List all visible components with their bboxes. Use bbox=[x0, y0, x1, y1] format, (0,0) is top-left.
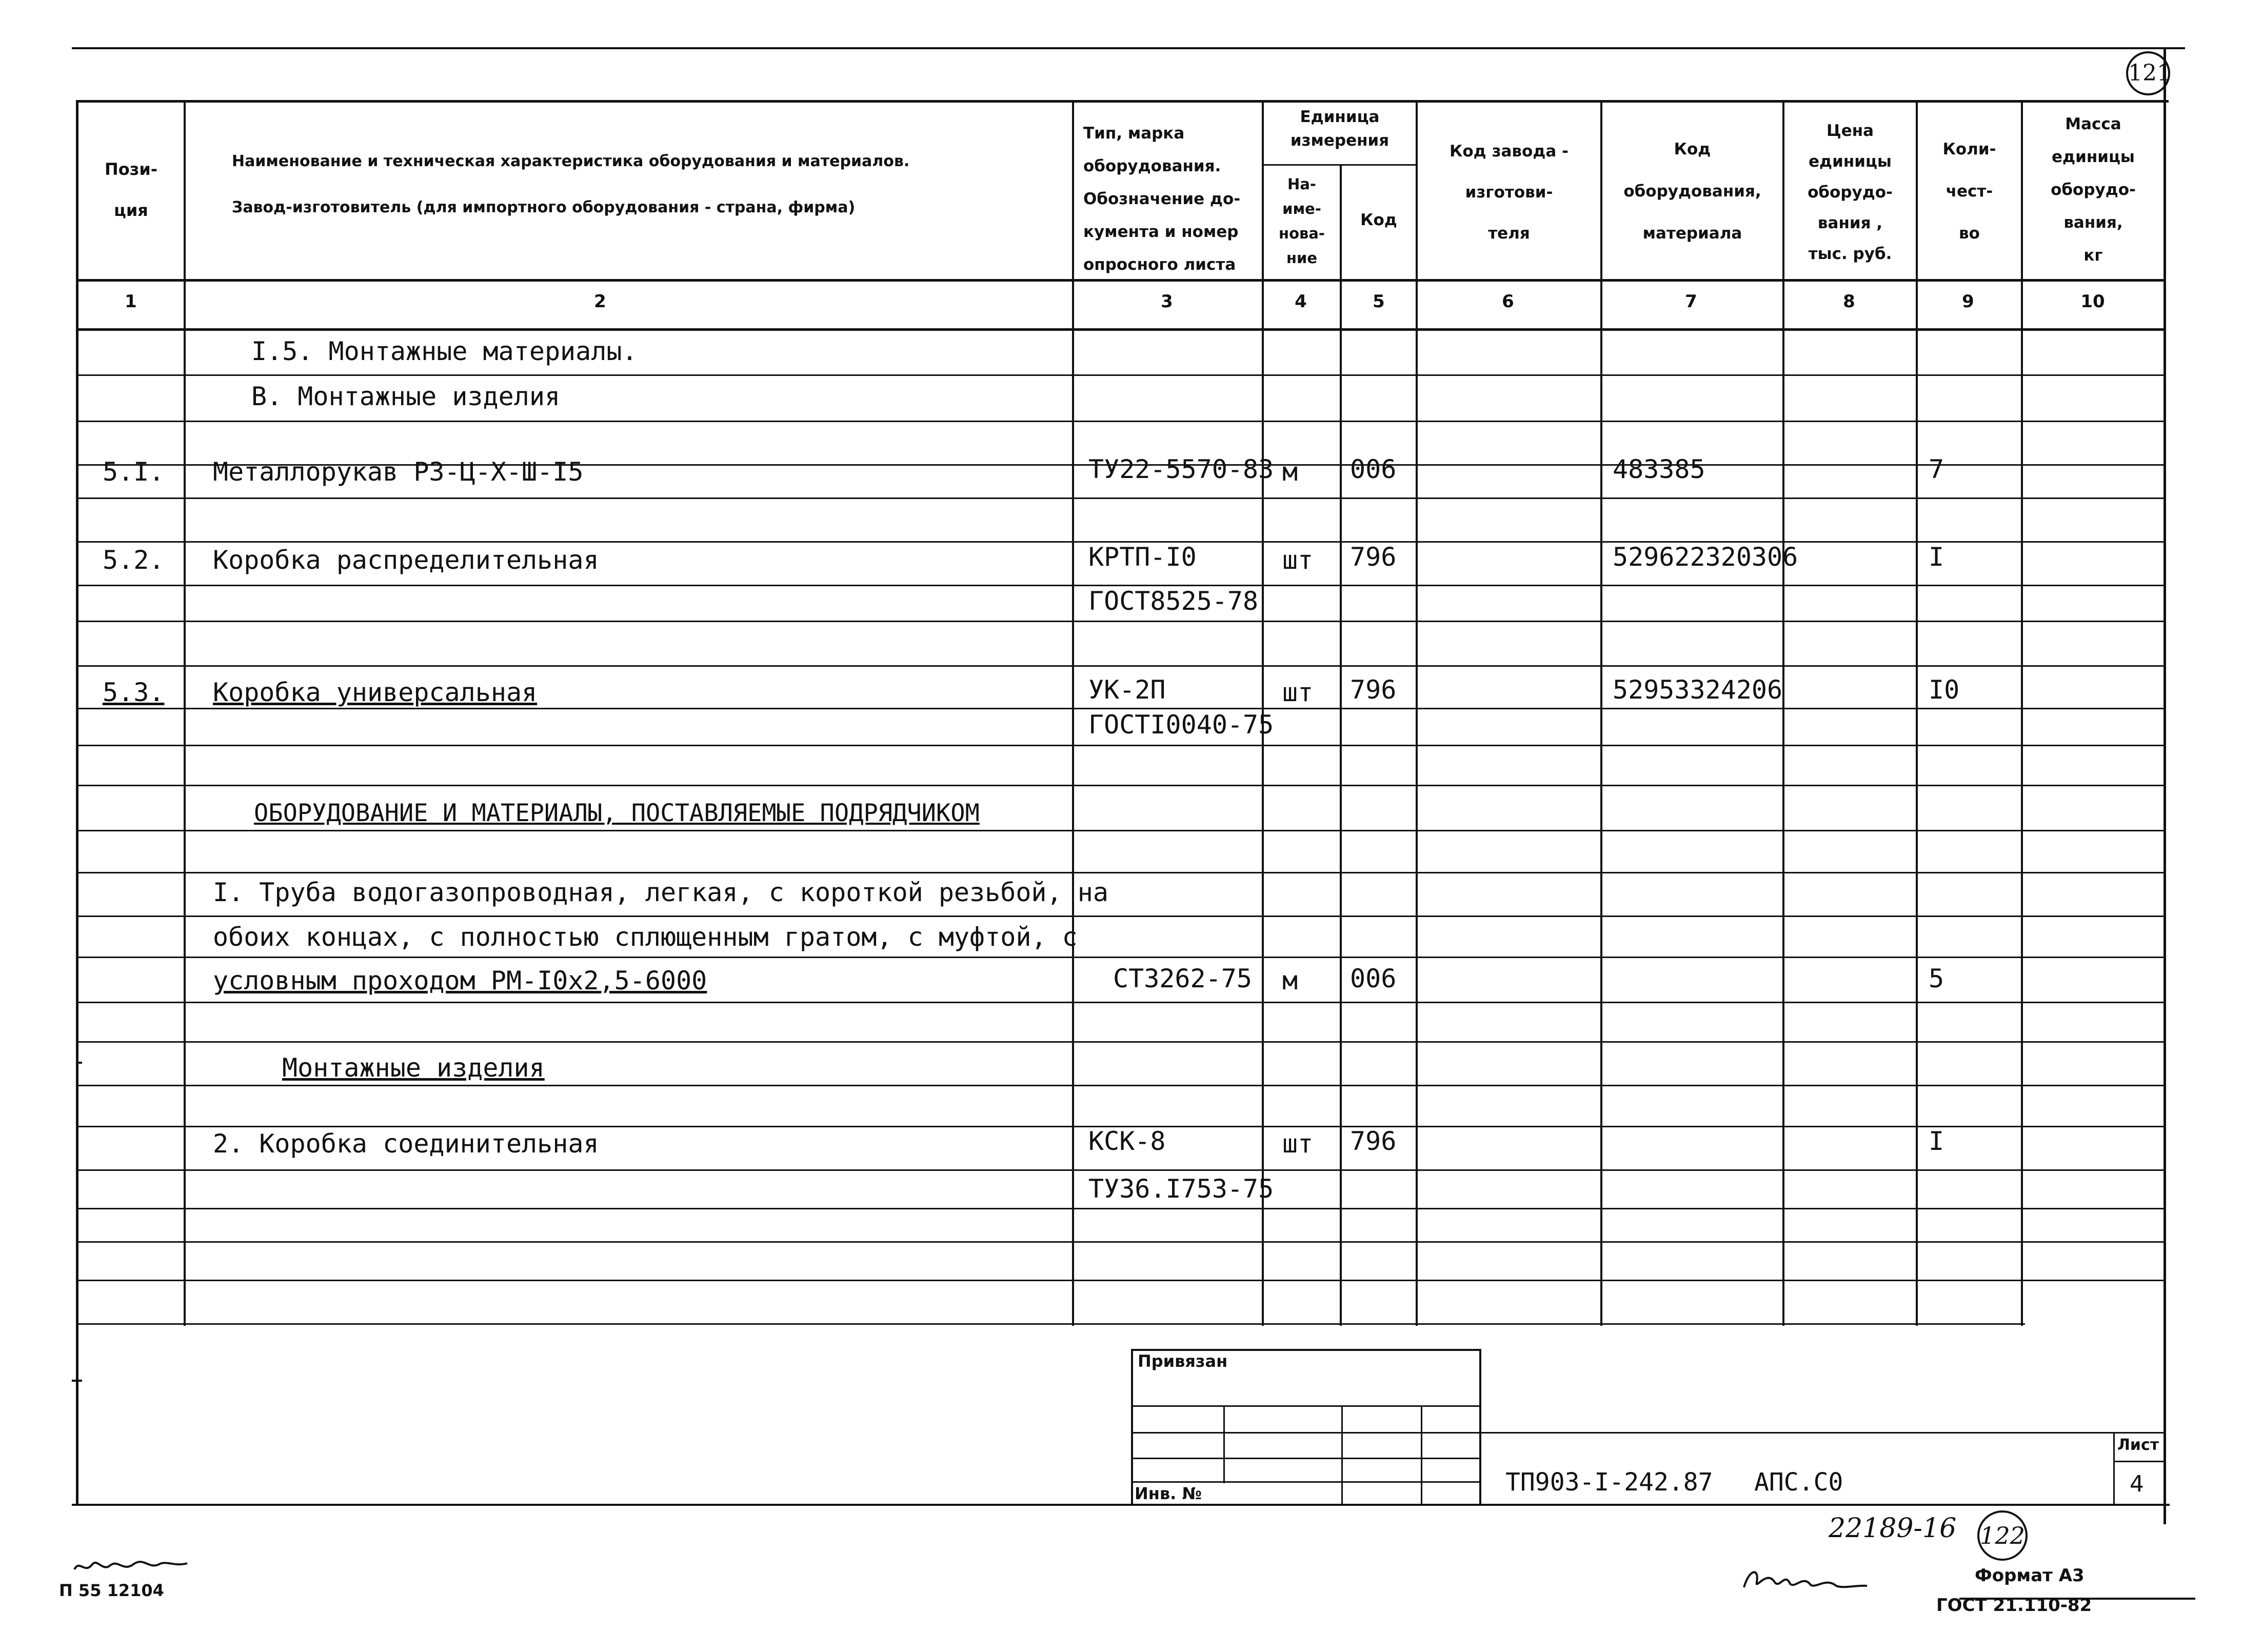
section-title: В. Монтажные изделия bbox=[251, 382, 561, 411]
margin-tick bbox=[72, 1380, 82, 1382]
header-col4-line: нова- bbox=[1279, 225, 1325, 242]
row-rule bbox=[76, 1169, 2163, 1171]
binding-rule bbox=[1131, 1432, 1480, 1434]
row-rule bbox=[76, 421, 2163, 422]
sheet-box-left bbox=[2113, 1432, 2115, 1504]
row-rule bbox=[76, 374, 2163, 376]
row-unit: шт bbox=[1282, 678, 1314, 707]
row-name: условным проходом РМ-I0х2,5-6000 bbox=[213, 966, 707, 996]
row-unit-code: 796 bbox=[1350, 675, 1397, 705]
row-rule bbox=[76, 621, 2163, 622]
row-material-code: 52953324206 bbox=[1613, 675, 1783, 705]
row-type: КСК-8 bbox=[1088, 1126, 1166, 1156]
header-col8-line: оборудо- bbox=[1808, 183, 1893, 202]
col-number: 3 bbox=[1161, 291, 1173, 312]
header-col6 bbox=[1418, 131, 1600, 254]
section-title: I.5. Монтажные материалы. bbox=[251, 336, 638, 366]
header-col3-line: Обозначение до- bbox=[1083, 190, 1241, 208]
sheet-box-rule bbox=[2113, 1461, 2165, 1462]
col-number: 7 bbox=[1685, 291, 1697, 312]
header-col8-line: Цена bbox=[1826, 122, 1874, 140]
vline-c7 bbox=[1782, 100, 1784, 1326]
header-col4 bbox=[1264, 172, 1340, 270]
header-col8-line: единицы bbox=[1809, 152, 1892, 171]
row-position: 5.3. bbox=[103, 678, 165, 707]
header-col6-line: изготови- bbox=[1465, 183, 1553, 202]
row-position: 5.I. bbox=[103, 457, 165, 487]
margin-tick bbox=[77, 1062, 82, 1064]
header-col7 bbox=[1602, 128, 1782, 254]
row-type: ГОСТI0040-75 bbox=[1088, 710, 1274, 740]
vline-c6 bbox=[1600, 100, 1602, 1326]
document-suffix: АПС.С0 bbox=[1754, 1468, 1843, 1497]
row-type: ТУ36.I753-75 bbox=[1088, 1174, 1274, 1204]
vline-c5 bbox=[1416, 100, 1418, 1326]
header-col10 bbox=[2023, 108, 2163, 272]
header-col10-line: Масса bbox=[2065, 115, 2121, 133]
header-col10-line: единицы bbox=[2052, 148, 2135, 166]
row-type: ТУ22-5570-83 bbox=[1088, 454, 1274, 484]
header-col2 bbox=[186, 138, 1118, 231]
binding-rule bbox=[1131, 1481, 1480, 1483]
inventory-label: Инв. № bbox=[1135, 1484, 1202, 1503]
row-name: Коробка универсальная bbox=[213, 678, 538, 707]
row-name: Металлорукав РЗ-Ц-Х-Ш-I5 bbox=[213, 457, 584, 487]
header-col8 bbox=[1784, 115, 1916, 269]
vline-c9 bbox=[2021, 100, 2023, 1326]
row-type: КРТП-I0 bbox=[1088, 542, 1197, 572]
unit-group-rule bbox=[1262, 164, 1416, 166]
title-top-rule bbox=[1477, 1432, 2165, 1434]
row-name: обоих концах, с полностью сплющенным гратом, с муфтой, с bbox=[213, 922, 1078, 952]
header-col5-text: Код bbox=[1360, 211, 1397, 229]
row-rule bbox=[76, 915, 2163, 917]
row-position: 5.2. bbox=[103, 545, 165, 575]
vline-c8 bbox=[1916, 100, 1918, 1326]
document-code: ТП903-I-242.87 bbox=[1505, 1468, 1713, 1497]
format-label: Формат А3 bbox=[1975, 1565, 2085, 1586]
header-col10-line: вания, bbox=[2063, 213, 2123, 232]
header-unit-line: измерения bbox=[1290, 131, 1390, 150]
row-material-code: 483385 bbox=[1613, 454, 1705, 484]
row-rule bbox=[76, 785, 2163, 786]
row-rule bbox=[76, 1241, 2163, 1243]
row-unit-code: 796 bbox=[1350, 1126, 1397, 1156]
sheet-number-circle bbox=[2126, 51, 2170, 95]
header-col9-line: чест- bbox=[1946, 182, 1993, 201]
header-number-rule bbox=[76, 328, 2163, 331]
header-col1-line: ция bbox=[114, 201, 148, 220]
row-name: 2. Коробка соединительная bbox=[213, 1129, 599, 1159]
section-title: Монтажные изделия bbox=[282, 1053, 545, 1083]
row-rule bbox=[76, 1041, 2163, 1043]
header-col7-line: оборудования, bbox=[1623, 182, 1761, 201]
row-rule bbox=[76, 872, 2163, 873]
header-col1 bbox=[78, 149, 184, 231]
row-rule bbox=[76, 1208, 2163, 1209]
header-col6-line: теля bbox=[1488, 224, 1530, 243]
signature-left bbox=[72, 1549, 190, 1580]
header-col4-line: име- bbox=[1282, 200, 1321, 217]
header-col4-line: ние bbox=[1286, 249, 1318, 267]
binding-label: Привязан bbox=[1138, 1351, 1228, 1371]
col-number: 10 bbox=[2080, 291, 2105, 312]
row-unit: м bbox=[1282, 966, 1298, 996]
row-qty: I bbox=[1929, 1126, 1944, 1156]
col-number: 4 bbox=[1295, 291, 1307, 312]
binding-vline bbox=[1223, 1405, 1225, 1483]
header-col2-line: Завод-изготовитель (для импортного оборудования - страна, фирма) bbox=[232, 198, 856, 216]
row-rule bbox=[76, 665, 2163, 667]
binding-vline bbox=[1421, 1405, 1422, 1505]
header-col10-line: кг bbox=[2083, 246, 2103, 265]
bottom-circle bbox=[1977, 1510, 2028, 1561]
header-col3-line: Тип, марка bbox=[1083, 124, 1185, 143]
frame-right-border bbox=[2163, 47, 2166, 1524]
sheet-number: 4 bbox=[2130, 1471, 2144, 1497]
vline-c2 bbox=[1072, 100, 1074, 1326]
row-unit: шт bbox=[1282, 545, 1314, 575]
row-unit-code: 006 bbox=[1350, 454, 1397, 484]
header-col5 bbox=[1342, 205, 1416, 235]
header-col4-line: На- bbox=[1287, 175, 1316, 193]
header-col1-line: Пози- bbox=[104, 160, 158, 179]
header-unit-line: Единица bbox=[1300, 108, 1380, 126]
header-col7-line: Код bbox=[1674, 140, 1711, 158]
top-circle-number: 121 bbox=[2128, 60, 2171, 86]
col-number: 1 bbox=[125, 291, 137, 312]
vline-c1 bbox=[184, 100, 186, 1326]
row-rule bbox=[76, 497, 2163, 499]
header-col10-line: оборудо- bbox=[2051, 181, 2136, 199]
bottom-circle-number: 122 bbox=[1980, 1522, 2025, 1549]
top-rule bbox=[72, 47, 2185, 49]
row-unit-code: 006 bbox=[1350, 964, 1397, 993]
header-col8-line: вания , bbox=[1817, 214, 1883, 232]
row-rule bbox=[76, 745, 2163, 746]
binding-vline bbox=[1341, 1405, 1343, 1505]
row-unit-code: 796 bbox=[1350, 542, 1397, 572]
row-rule bbox=[76, 1002, 2163, 1003]
table-left-border bbox=[76, 100, 78, 1505]
col-number: 6 bbox=[1502, 291, 1514, 312]
col-number: 9 bbox=[1962, 291, 1974, 312]
left-stamp-code: П 55 12104 bbox=[59, 1581, 164, 1600]
header-col3-line: опросного листа bbox=[1083, 255, 1236, 274]
binding-rule bbox=[1131, 1458, 1480, 1459]
row-unit: м bbox=[1282, 457, 1298, 487]
header-col9-line: во bbox=[1959, 224, 1980, 243]
row-qty: I bbox=[1929, 542, 1944, 572]
header-col7-line: материала bbox=[1642, 224, 1742, 243]
row-unit: шт bbox=[1282, 1129, 1314, 1159]
col-number: 5 bbox=[1373, 291, 1385, 312]
row-name: I. Труба водогазопроводная, легкая, с короткой резьбой, на bbox=[213, 878, 1108, 907]
header-col3 bbox=[1074, 117, 1271, 281]
header-col8-line: тыс. руб. bbox=[1808, 245, 1892, 263]
row-type: УК-2П bbox=[1088, 675, 1166, 705]
header-unit-group bbox=[1264, 105, 1416, 152]
gost-label: ГОСТ 21.110-82 bbox=[1936, 1595, 2092, 1616]
row-rule bbox=[76, 1085, 2163, 1086]
row-rule bbox=[76, 957, 2163, 958]
row-rule bbox=[76, 1323, 2025, 1325]
header-col2-line: Наименование и техническая характеристика оборудования и материалов. bbox=[232, 152, 910, 170]
row-qty: 5 bbox=[1929, 964, 1944, 993]
row-name: Коробка распределительная bbox=[213, 545, 599, 575]
table-top-border bbox=[76, 100, 2169, 103]
signature-right bbox=[1739, 1559, 1872, 1595]
handwritten-code: 22189-16 bbox=[1829, 1513, 1957, 1544]
sheet-label: Лист bbox=[2117, 1436, 2159, 1454]
row-type: СТ3262-75 bbox=[1113, 964, 1252, 993]
binding-rule bbox=[1131, 1405, 1480, 1407]
col-number: 2 bbox=[594, 291, 606, 312]
frame-bottom-rule bbox=[72, 1504, 2170, 1506]
row-rule bbox=[76, 1280, 2163, 1281]
header-col3-line: кумента и номер bbox=[1083, 223, 1239, 241]
row-qty: I0 bbox=[1929, 675, 1960, 705]
row-qty: 7 bbox=[1929, 454, 1944, 484]
row-rule bbox=[76, 830, 2163, 831]
header-col3-line: оборудования. bbox=[1083, 157, 1221, 175]
row-material-code: 529622320306 bbox=[1613, 542, 1798, 572]
header-col6-line: Код завода - bbox=[1450, 142, 1569, 161]
header-col9-line: Коли- bbox=[1942, 140, 1996, 158]
header-col9 bbox=[1918, 128, 2021, 254]
section-title: ОБОРУДОВАНИЕ И МАТЕРИАЛЫ, ПОСТАВЛЯЕМЫЕ ПОДРЯДЧИКОМ bbox=[254, 799, 980, 827]
col-number: 8 bbox=[1843, 291, 1855, 312]
row-type: ГОСТ8525-78 bbox=[1088, 586, 1259, 616]
